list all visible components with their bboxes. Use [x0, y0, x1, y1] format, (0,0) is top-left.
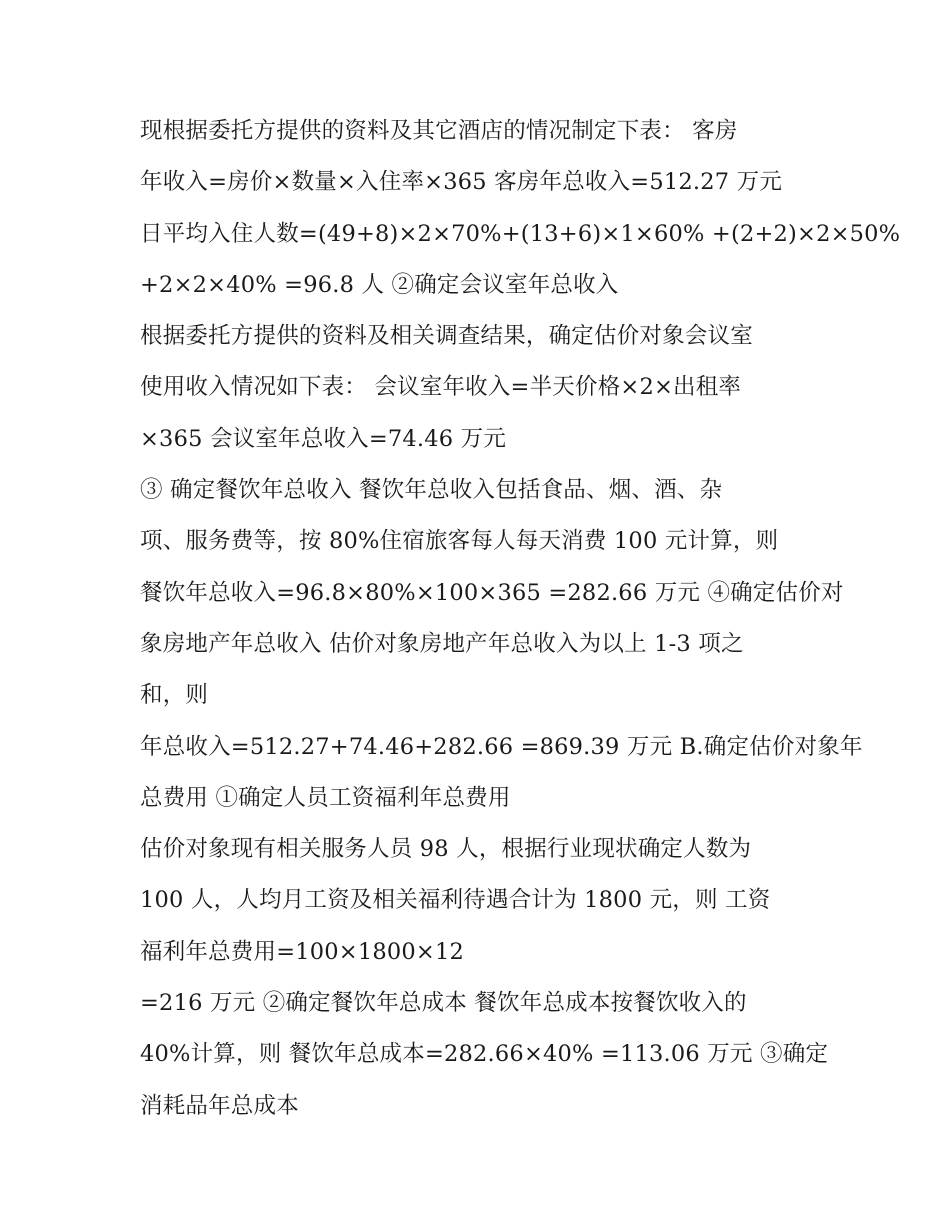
- text-line: +2×2×40% =96.8 人 ②确定会议室年总收入: [140, 271, 619, 298]
- text-line: =216 万元 ②确定餐饮年总成本 餐饮年总成本按餐饮收入的: [140, 990, 747, 1017]
- text-line: ×365 会议室年总收入=74.46 万元: [140, 425, 507, 452]
- text-line: 餐饮年总收入=96.8×80%×100×365 =282.66 万元 ④确定估价对: [140, 579, 844, 606]
- text-line: ③ 确定餐饮年总收入 餐饮年总收入包括食品、烟、酒、杂: [140, 477, 723, 504]
- text-line: 象房地产年总收入 估价对象房地产年总收入为以上 1-3 项之: [140, 630, 744, 657]
- text-line: 总费用 ①确定人员工资福利年总费用: [140, 784, 511, 811]
- text-line: 项、服务费等，按 80%住宿旅客每人每天消费 100 元计算，则: [140, 528, 779, 555]
- text-line: 40%计算，则 餐饮年总成本=282.66×40% =113.06 万元 ③确定: [140, 1041, 829, 1068]
- document-body: [140, 106, 901, 1132]
- text-line: 和，则: [140, 682, 209, 709]
- text-line: 根据委托方提供的资料及相关调查结果，确定估价对象会议室: [140, 323, 753, 350]
- text-line: 年收入=房价×数量×入住率×365 客房年总收入=512.27 万元: [140, 169, 783, 196]
- text-line: 估价对象现有相关服务人员 98 人，根据行业现状确定人数为: [140, 836, 752, 863]
- text-line: 福利年总费用=100×1800×12: [140, 938, 464, 965]
- text-line: 日平均入住人数=(49+8)×2×70%+(13+6)×1×60% +(2+2)×2×50%: [140, 220, 901, 247]
- text-line: 消耗品年总成本: [140, 1092, 299, 1119]
- text-line: 使用收入情况如下表： 会议室年收入=半天价格×2×出租率: [140, 374, 742, 401]
- text-line: 年总收入=512.27+74.46+282.66 =869.39 万元 B.确定估价对象年: [140, 733, 863, 760]
- text-line: 100 人，人均月工资及相关福利待遇合计为 1800 元，则 工资: [140, 887, 771, 914]
- text-line: 现根据委托方提供的资料及其它酒店的情况制定下表： 客房: [140, 118, 738, 144]
